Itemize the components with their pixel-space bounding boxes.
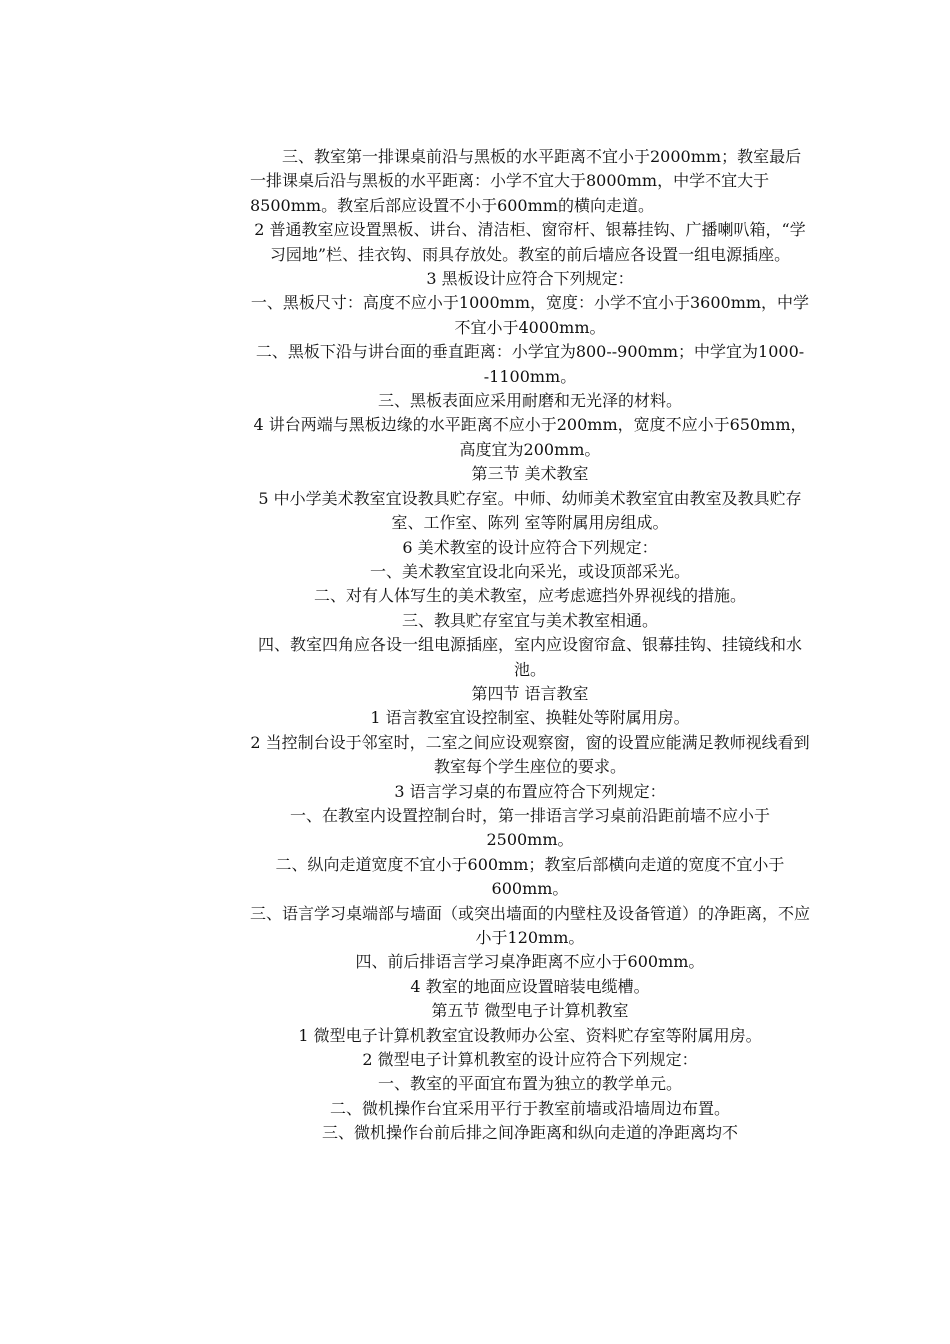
- section-heading-art-classroom: 第三节 美术教室: [471, 464, 589, 484]
- paragraph-art-sockets: 四、教室四角应各设一组电源插座，室内应设窗帘盒、银幕挂钩、挂镜线和水池。: [257, 635, 802, 679]
- paragraph-blackboard-height: 二、黑板下沿与讲台面的垂直距离：小学宜为800--900mm；中学宜为1000--1100mm。: [255, 342, 805, 386]
- paragraph-language-front-distance: 一、在教室内设置控制台时，第一排语言学习桌前沿距前墙不应小于2500mm。: [289, 805, 770, 850]
- paragraph-language-wall-distance: 三、语言学习桌端部与墙面（或突出墙面的内壁柱及设备管道）的净距离，不应小于120mm。: [250, 903, 811, 947]
- paragraph-language-desk-heading: 3 语言学习桌的布置应符合下列规定：: [394, 781, 666, 801]
- paragraph-podium: 4 讲台两端与黑板边缘的水平距离不应小于200mm，宽度不应小于650mm，高度宜为200mm。: [253, 415, 807, 459]
- paragraph-computer-rooms: 1 微型电子计算机教室宜设教师办公室、资料贮存室等附属用房。: [298, 1025, 762, 1045]
- paragraph-art-screening: 二、对有人体写生的美术教室，应考虑遮挡外界视线的措施。: [313, 586, 746, 606]
- document-body: [250, 145, 810, 1146]
- paragraph-language-rooms: 1 语言教室宜设控制室、换鞋处等附属用房。: [370, 708, 690, 728]
- section-heading-computer-classroom: 第五节 微型电子计算机教室: [431, 1001, 629, 1021]
- paragraph-computer-desks: 二、微机操作台宜采用平行于教室前墙或沿墙周边布置。: [329, 1098, 730, 1118]
- paragraph-art-rules-heading: 6 美术教室的设计应符合下列规定：: [402, 537, 658, 557]
- paragraph-language-window: 2 当控制台设于邻室时，二室之间应设观察窗，窗的设置应能满足教师视线看到教室每个学生座位的要求。: [250, 732, 810, 777]
- paragraph-classroom-desk-distance: 三、教室第一排课桌前沿与黑板的水平距离不宜小于2000mm；教室最后一排课桌后沿与黑板的水平距离：小学不宜大于8000mm，中学不宜大于8500mm。教室后部应设置不小于600mm的横向走道。: [250, 147, 802, 215]
- paragraph-ordinary-classroom-equipment: 2 普通教室应设置黑板、讲台、清洁柜、窗帘杆、银幕挂钩、广播喇叭箱，“学习园地”栏、挂衣钩、雨具存放处。教室的前后墙应各设置一组电源插座。: [254, 220, 806, 264]
- section-heading-language-classroom: 第四节 语言教室: [471, 683, 589, 703]
- paragraph-blackboard-size: 一、黑板尺寸：高度不应小于1000mm，宽度：小学不宜小于3600mm，中学不宜小于4000mm。: [250, 293, 810, 337]
- paragraph-art-lighting: 一、美术教室宜设北向采光，或设顶部采光。: [369, 561, 690, 581]
- paragraph-blackboard-surface: 三、黑板表面应采用耐磨和无光泽的材料。: [377, 391, 682, 411]
- paragraph-language-cable: 4 教室的地面应设置暗装电缆槽。: [410, 976, 650, 996]
- paragraph-art-storage: 5 中小学美术教室宜设教具贮存室。中师、幼师美术教室宜由教室及教具贮存室、工作室、陈列 室等附属用房组成。: [258, 488, 802, 533]
- paragraph-language-aisle: 二、纵向走道宽度不宜小于600mm；教室后部横向走道的宽度不宜小于600mm。: [275, 854, 785, 899]
- paragraph-blackboard-rules-heading: 3 黑板设计应符合下列规定：: [426, 269, 634, 289]
- paragraph-language-row-distance: 四、前后排语言学习桌净距离不应小于600mm。: [355, 952, 705, 972]
- paragraph-art-storage-connection: 三、教具贮存室宜与美术教室相通。: [401, 610, 658, 630]
- paragraph-computer-layout: 一、教室的平面宜布置为独立的教学单元。: [377, 1074, 682, 1094]
- paragraph-computer-distance: 三、微机操作台前后排之间净距离和纵向走道的净距离均不: [321, 1123, 738, 1143]
- paragraph-computer-rules-heading: 2 微型电子计算机教室的设计应符合下列规定：: [362, 1050, 698, 1070]
